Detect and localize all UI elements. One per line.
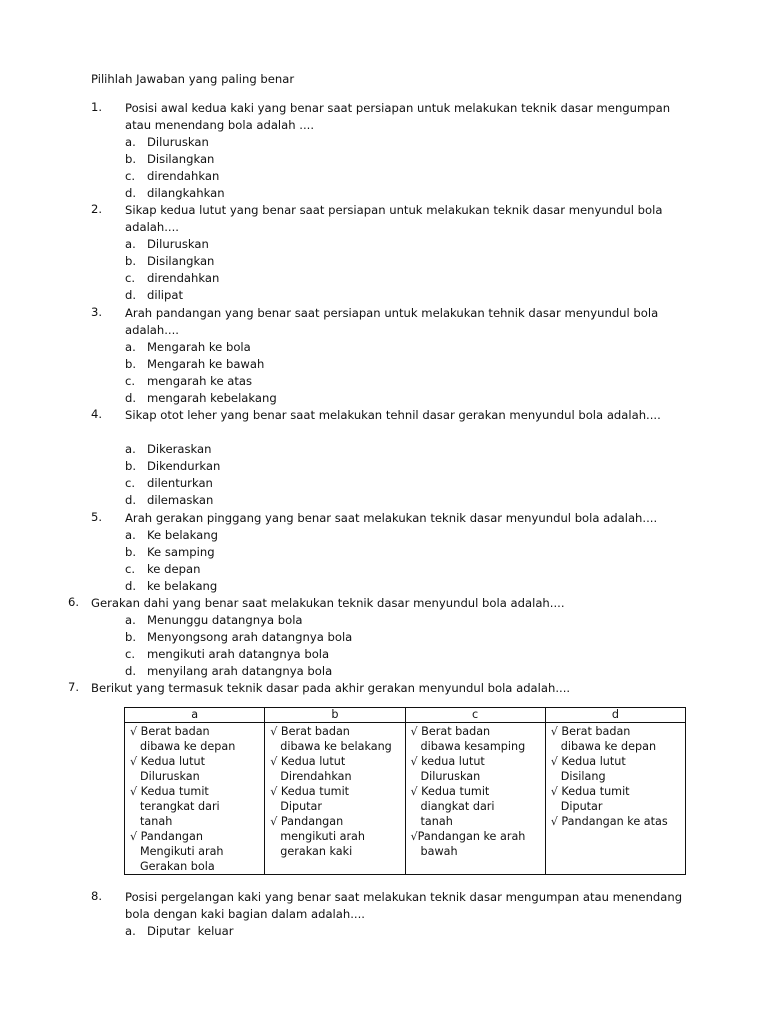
question-text: Sikap otot leher yang benar saat melakukan tehnil dasar gerakan menyundul bola adalah.... [125, 408, 661, 422]
question-number: 8. [91, 889, 103, 903]
option-text: direndahkan [147, 169, 220, 183]
question-text: Posisi awal kedua kaki yang benar saat persiapan untuk melakukan teknik dasar mengumpan atau menendang bola adalah .... [125, 101, 671, 132]
option-text: Diluruskan [147, 237, 209, 251]
option-text: ke belakang [147, 579, 218, 593]
option-letter: c. [125, 374, 136, 388]
question-text: Sikap kedua lutut yang benar saat persiapan untuk melakukan teknik dasar menyundul bola adalah.... [125, 203, 663, 234]
list-item [130, 829, 260, 874]
question-text: Gerakan dahi yang benar saat melakukan teknik dasar menyundul bola adalah.... [91, 596, 565, 610]
item-detail: dibawa ke depan [140, 740, 236, 753]
table-cell-c[interactable] [405, 723, 545, 875]
question-number: 6. [68, 595, 80, 609]
option-letter: b. [125, 459, 137, 473]
option-letter: d. [125, 186, 137, 200]
table-cell-b[interactable] [265, 723, 405, 875]
item-title: √ Pandangan [130, 830, 203, 843]
item-title: √ Kedua tumit [270, 785, 350, 798]
item-title: √ Berat badan [130, 725, 210, 738]
list-item [551, 754, 681, 784]
list-item [411, 754, 541, 784]
list-item [270, 814, 400, 859]
item-title: √ Pandangan ke atas [550, 815, 668, 828]
list-item [270, 724, 400, 754]
item-detail: dibawa kesamping [420, 740, 526, 753]
item-title: √ Kedua tumit [550, 785, 630, 798]
option-text: Menyongsong arah datangnya bola [147, 630, 353, 644]
instruction-text: Pilihlah Jawaban yang paling benar [91, 72, 295, 86]
question-text: Posisi pergelangan kaki yang benar saat melakukan teknik dasar mengumpan atau menendang bola dengan kaki bagian dalam adalah.... [125, 890, 683, 921]
option-text: Disilangkan [147, 254, 215, 268]
option-letter: d. [125, 579, 137, 593]
option-text: menyilang arah datangnya bola [147, 664, 333, 678]
item-detail: Disilang [560, 770, 606, 783]
option-letter: d. [125, 391, 137, 405]
item-detail: Diluruskan [140, 770, 200, 783]
item-detail: dibawa ke depan [560, 740, 657, 753]
option-text: Mengarah ke bola [147, 340, 251, 354]
question-number: 2. [91, 202, 103, 216]
option-letter: d. [125, 493, 137, 507]
option-text: Ke samping [147, 545, 215, 559]
question-number: 1. [91, 100, 103, 114]
item-detail: Diputar [560, 800, 603, 813]
list-item [130, 724, 260, 754]
option-letter: c. [125, 271, 136, 285]
option-text: dilangkahkan [147, 186, 225, 200]
item-title: √ kedua lutut [410, 755, 485, 768]
option-letter: d. [125, 288, 137, 302]
question-number: 7. [68, 680, 80, 694]
option-text: Ke belakang [147, 528, 218, 542]
question-number: 4. [91, 407, 103, 421]
option-text: Dikeraskan [147, 442, 212, 456]
option-text: Dikendurkan [147, 459, 221, 473]
question-number: 5. [91, 510, 103, 524]
option-text: Disilangkan [147, 152, 215, 166]
item-title: √ Pandangan [270, 815, 344, 828]
item-title: √ Berat badan [410, 725, 491, 738]
item-title: √Pandangan ke arah [410, 830, 526, 843]
list-item [551, 814, 681, 829]
item-detail: Diputar [280, 800, 323, 813]
option-letter: a. [125, 237, 136, 251]
option-letter: a. [125, 442, 136, 456]
item-detail: bawah [420, 845, 458, 858]
item-title: √ Kedua tumit [130, 785, 209, 798]
option-text: dilipat [147, 288, 184, 302]
option-text: Diluruskan [147, 135, 209, 149]
option-letter: b. [125, 152, 137, 166]
list-item [551, 784, 681, 814]
option-text: mengikuti arah datangnya bola [147, 647, 330, 661]
table-header-cell: b [265, 708, 405, 723]
table-header-cell: a [125, 708, 265, 723]
option-letter: b. [125, 545, 137, 559]
list-item [130, 754, 260, 784]
option-letter: c. [125, 476, 136, 490]
option-letter: a. [125, 340, 136, 354]
item-detail: Diluruskan [420, 770, 481, 783]
item-detail: diangkat dari tanah [420, 800, 495, 828]
option-text: dilemaskan [147, 493, 214, 507]
item-title: √ Kedua lutut [270, 755, 346, 768]
list-item [411, 784, 541, 829]
item-title: √ Berat badan [550, 725, 631, 738]
list-item [270, 784, 400, 814]
option-letter: c. [125, 169, 136, 183]
table-header-cell: d [545, 708, 685, 723]
option-letter: c. [125, 647, 136, 661]
item-title: √ Kedua lutut [130, 755, 206, 768]
option-letter: c. [125, 562, 136, 576]
option-text: mengarah kebelakang [147, 391, 277, 405]
option-letter: a. [125, 135, 136, 149]
item-title: √ Kedua tumit [410, 785, 490, 798]
option-letter: a. [125, 613, 136, 627]
list-item [130, 784, 260, 829]
list-item [411, 829, 541, 859]
option-text: ke depan [147, 562, 201, 576]
table-cell-a[interactable] [125, 723, 265, 875]
question-text: Arah gerakan pinggang yang benar saat melakukan teknik dasar menyundul bola adalah.... [125, 511, 658, 525]
question-text: Arah pandangan yang benar saat persiapan untuk melakukan tehnik dasar menyundul bola adalah.... [125, 306, 659, 337]
item-detail: Direndahkan [280, 770, 352, 783]
answer-table [124, 707, 686, 875]
table-header-row [125, 708, 686, 723]
option-letter: b. [125, 254, 137, 268]
option-text: Diputar keluar [147, 924, 234, 938]
option-text: direndahkan [147, 271, 220, 285]
table-header-cell: c [405, 708, 545, 723]
option-letter: a. [125, 528, 136, 542]
list-item [411, 724, 541, 754]
option-letter: a. [125, 924, 136, 938]
option-letter: b. [125, 357, 137, 371]
option-letter: b. [125, 630, 137, 644]
option-text: Mengarah ke bawah [147, 357, 265, 371]
item-detail: Mengikuti arah Gerakan bola [140, 845, 224, 873]
list-item [270, 754, 400, 784]
item-title: √ Berat badan [270, 725, 350, 738]
table-cell-d[interactable] [545, 723, 685, 875]
option-letter: d. [125, 664, 137, 678]
item-detail: dibawa ke belakang [280, 740, 392, 753]
table-row [125, 723, 686, 875]
item-title: √ Kedua lutut [550, 755, 626, 768]
option-text: dilenturkan [147, 476, 213, 490]
list-item [551, 724, 681, 754]
option-text: Menunggu datangnya bola [147, 613, 303, 627]
item-detail: mengikuti arah gerakan kaki [280, 830, 366, 858]
question-text: Berikut yang termasuk teknik dasar pada akhir gerakan menyundul bola adalah.... [91, 681, 571, 695]
option-text: mengarah ke atas [147, 374, 253, 388]
item-detail: terangkat dari tanah [140, 800, 220, 828]
question-number: 3. [91, 305, 103, 319]
